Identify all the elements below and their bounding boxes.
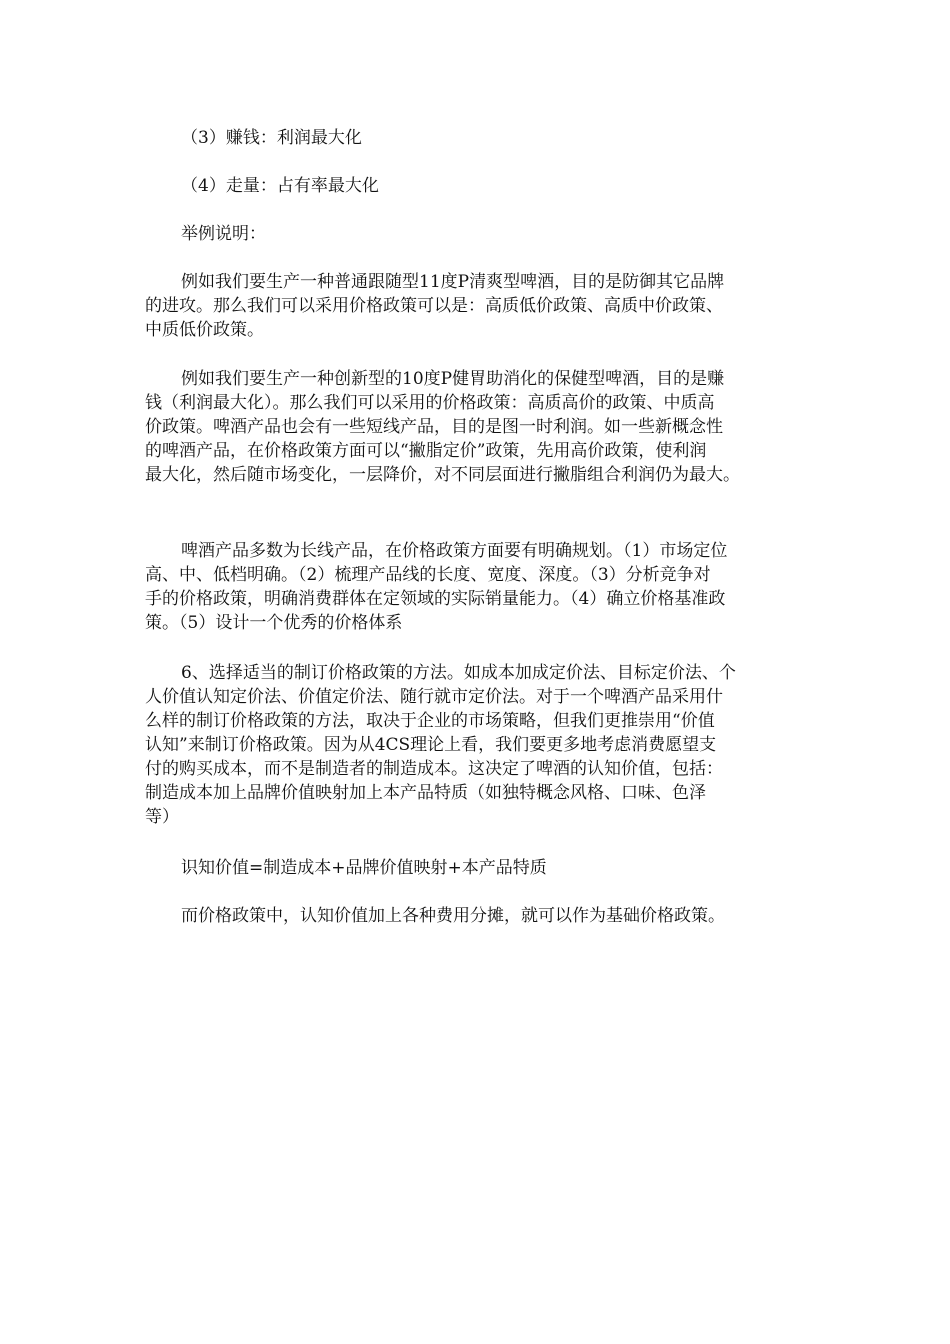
text-line: 的进攻。那么我们可以采用价格政策可以是：高质低价政策、高质中价政策、 (145, 296, 723, 316)
paragraph-example-2 (145, 367, 810, 487)
text-line: 而价格政策中，认知价值加上各种费用分摊，就可以作为基础价格政策。 (181, 906, 725, 926)
text-line: 举例说明： (181, 224, 266, 244)
paragraph-example-1 (145, 270, 810, 342)
text-line: 高、中、低档明确。（2）梳理产品线的长度、宽度、深度。（3）分析竞争对 (145, 565, 711, 585)
list-item-volume (145, 174, 846, 198)
text-line: 6、选择适当的制订价格政策的方法。如成本加成定价法、目标定价法、个 (181, 663, 736, 683)
text-line: 的啤酒产品，在价格政策方面可以“撇脂定价”政策，先用高价政策，使利润 (145, 441, 707, 461)
text-line: 等） (145, 807, 179, 827)
list-item-profit (145, 126, 846, 150)
paragraph-pricing-plan (145, 539, 810, 635)
text-line: 例如我们要生产一种普通跟随型11度P清爽型啤酒，目的是防御其它品牌 (181, 272, 725, 292)
text-line: 例如我们要生产一种创新型的10度P健胃助消化的保健型啤酒，目的是赚 (181, 369, 725, 389)
text-line: 钱（利润最大化）。那么我们可以采用的价格政策：高质高价的政策、中质高 (145, 393, 715, 413)
text-line: 中质低价政策。 (145, 320, 264, 340)
text-line: 么样的制订价格政策的方法，取决于企业的市场策略，但我们更推崇用“价值 (145, 711, 715, 731)
text-line: 策。（5）设计一个优秀的价格体系 (145, 613, 403, 633)
text-line: （3）赚钱：利润最大化 (181, 128, 362, 148)
text-line: 识知价值=制造成本+品牌价值映射+本产品特质 (181, 858, 547, 878)
text-line: 认知”来制订价格政策。因为从4CS理论上看，我们要更多地考虑消费愿望支 (145, 735, 717, 755)
text-line: 制造成本加上品牌价值映射加上本产品特质（如独特概念风格、口味、色泽 (145, 783, 706, 803)
example-heading (145, 222, 846, 246)
text-line: 人价值认知定价法、价值定价法、随行就市定价法。对于一个啤酒产品采用什 (145, 687, 723, 707)
conclusion-line (145, 904, 846, 928)
text-line: 付的购买成本，而不是制造者的制造成本。这决定了啤酒的认知价值，包括： (145, 759, 723, 779)
formula-line (145, 856, 846, 880)
text-line: 价政策。啤酒产品也会有一些短线产品，目的是图一时利润。如一些新概念性 (145, 417, 723, 437)
text-line: 啤酒产品多数为长线产品，在价格政策方面要有明确规划。（1）市场定位 (181, 541, 728, 561)
paragraph-pricing-method (145, 661, 810, 829)
text-line: 手的价格政策，明确消费群体在定领域的实际销量能力。（4）确立价格基准政 (145, 589, 726, 609)
text-line: 最大化，然后随市场变化，一层降价，对不同层面进行撇脂组合利润仍为最大。 (145, 465, 740, 485)
text-line: （4）走量：占有率最大化 (181, 176, 379, 196)
